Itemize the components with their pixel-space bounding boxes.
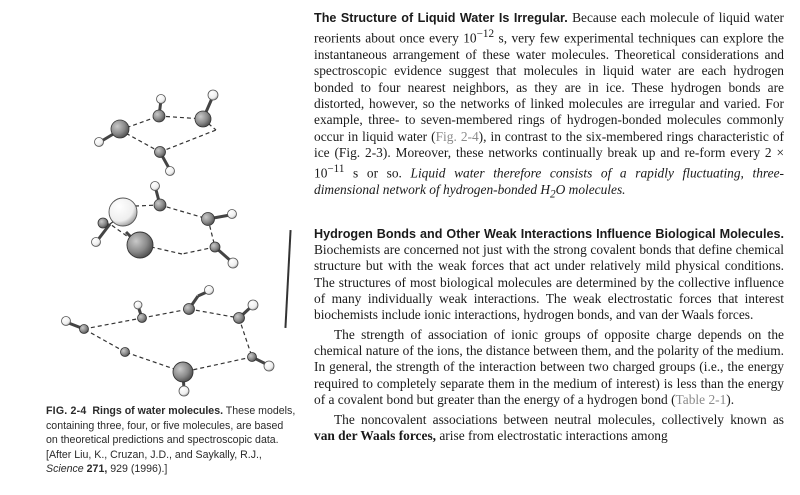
paragraph-van-der-waals: The noncovalent associations between neutral molecules, collectively known as van der Waals forces, arise from electrostatic interactions among (314, 412, 784, 444)
figure-label: FIG. 2-4 (46, 405, 87, 417)
water-pentamer-model (62, 286, 275, 397)
table-reference-link[interactable]: Table 2-1 (675, 391, 727, 407)
section-heading: The Structure of Liquid Water Is Irregular. (314, 11, 568, 25)
caption-volume: 271, (86, 463, 108, 476)
water-trimer-model (95, 90, 219, 176)
paragraph-ionic-association: The strength of association of ionic groups of opposite charge depends on the chemical nature of the ions, the distance between them, and the polarity of the medium. In general, the strength of the interaction between two charged groups (i.e., the energy required to completely separate them in the medium of interest) is less than the energy of a covalent bond but greater than the energy of a hydrogen bond (Table 2-1). (314, 326, 784, 407)
water-ring-models (0, 0, 300, 400)
caption-journal: Science (46, 463, 84, 476)
term-van-der-waals: van der Waals forces, (314, 428, 437, 444)
caption-text-end: 929 (1996).] (107, 463, 168, 476)
water-tetramer-model (92, 182, 239, 269)
caption-text: These models, containing three, four, or five molecules, are based on theoretical predictions and spectroscopic data. [After Liu, K., Cruzan, J.D., and Saykally, R.J., (46, 405, 296, 461)
text-column (314, 10, 784, 445)
section-heading: Hydrogen Bonds and Other Weak Interactions Influence Biological Molecules. (314, 226, 784, 241)
figure-reference-link[interactable]: Fig. 2-4 (435, 128, 479, 144)
figure-title: Rings of water molecules. (92, 405, 224, 417)
figure-2-4 (0, 0, 300, 495)
section-weak-interactions: Hydrogen Bonds and Other Weak Interactions Influence Biological Molecules. Biochemists are concerned not just with the strong covalent bonds that define chemical structure but with the weak forces that act under relatively mild physical conditions. The structures of most biological molecules are determined by the collective influence of many individually weak interactions. The weak electrostatic forces that interest biochemists include ionic interactions, hydrogen bonds, and van der Waals forces. (314, 226, 784, 323)
figure-caption (46, 404, 296, 477)
section-structure-of-liquid-water: The Structure of Liquid Water Is Irregular. Because each molecule of liquid water reorients about once every $10^{-12}$ s, very few experimental techniques can explore the instantaneous arrangement of these water molecules. Theoretical considerations and spectroscopic evidence suggest that molecules in liquid water are each hydrogen bonded to four nearest neighbors, as they are in ice. These hydrogen bonds are distorted, however, so the networks of linked molecules are irregular and varied. For example, three- to seven-membered rings of hydrogen-bonded molecules commonly occur in liquid water (Fig. 2-4), in contrast to the six-membered rings characteristic of ice (Fig. 2-3). Moreover, these networks continually break up and re-form every $2 \times 10^{-11}$ s or so. Liquid water therefore consists of a rapidly fluctuating, three-dimensional network of hydrogen-bonded $H_2O$ molecules. (314, 10, 784, 201)
